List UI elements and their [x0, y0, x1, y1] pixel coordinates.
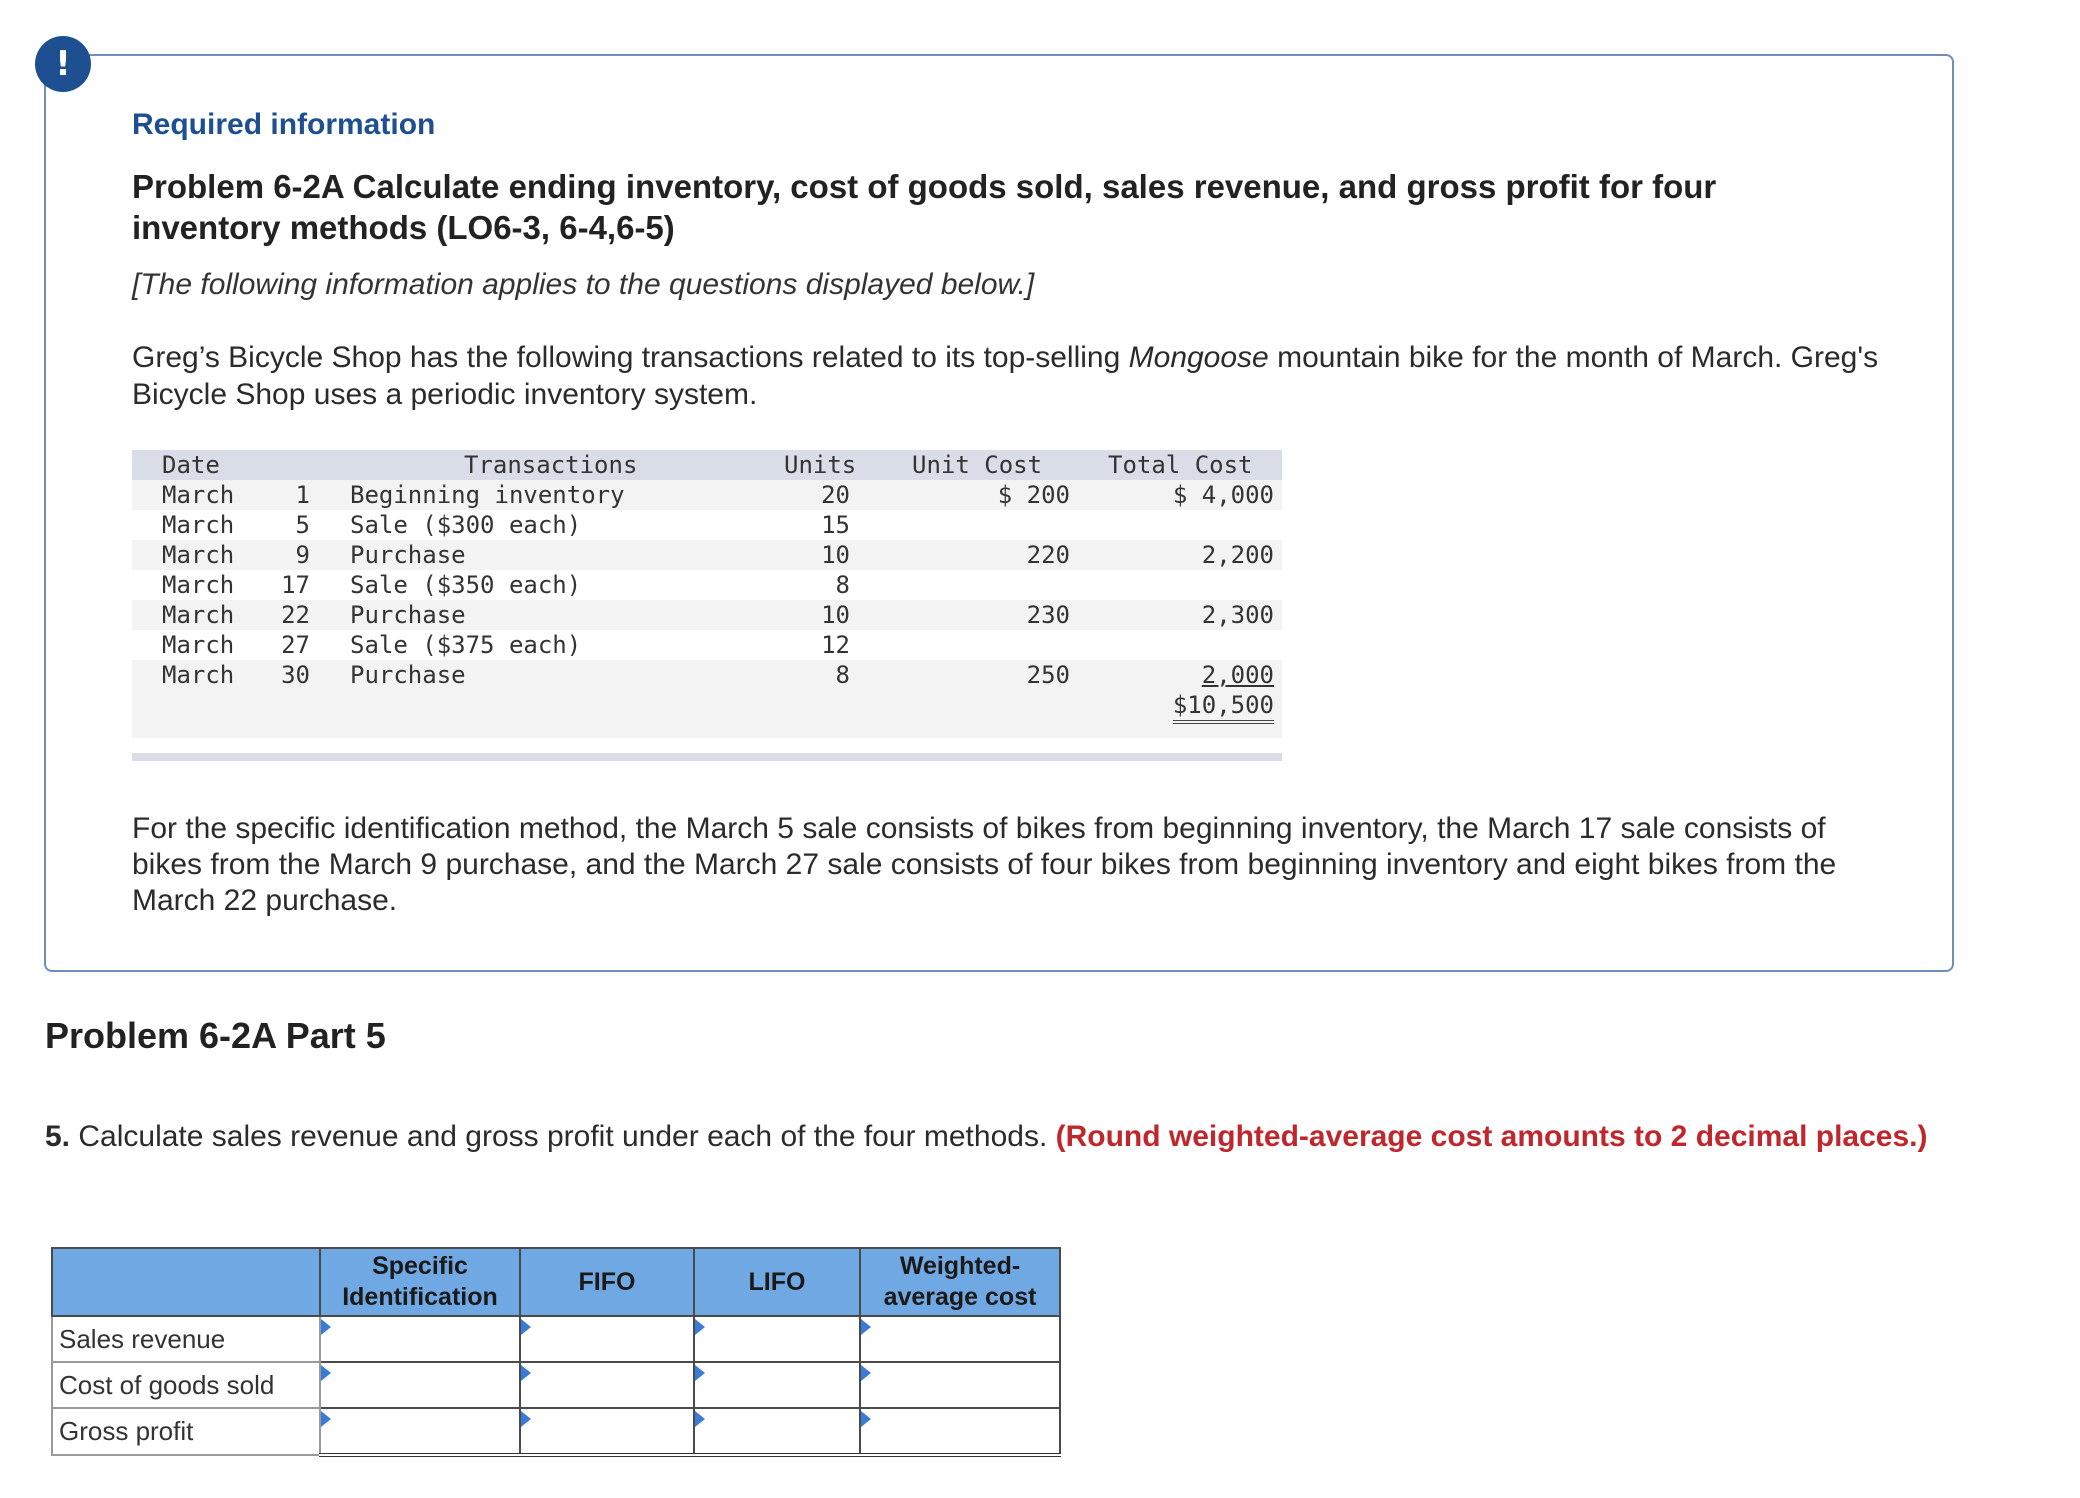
cogs-fifo-input[interactable]	[521, 1364, 693, 1406]
row-month: March	[162, 601, 235, 629]
answer-cell	[694, 1316, 860, 1362]
answer-cell	[694, 1408, 860, 1455]
row-label-sales-revenue: Sales revenue	[52, 1316, 320, 1362]
answer-cell	[520, 1362, 694, 1408]
row-description: Sale ($375 each)	[350, 631, 582, 659]
cogs-weighted-input[interactable]	[861, 1364, 1059, 1406]
required-info-heading: Required information	[132, 108, 436, 141]
gross-profit-specific-input[interactable]	[321, 1410, 519, 1452]
row-description: Purchase	[350, 541, 466, 569]
column-lifo: LIFO	[694, 1248, 860, 1316]
row-day: 30	[281, 661, 310, 689]
answer-cell	[320, 1408, 520, 1455]
row-units: 10	[821, 541, 850, 569]
question-text	[45, 1118, 1945, 1156]
row-day: 27	[281, 631, 310, 659]
specific-identification-note: For the specific identification method, the March 5 sale consists of bikes from beginning inventory, the March 17 sale consists of bikes from the March 9 purchase, and the March 27 sale consists of four bikes from beginning inventory and eight bikes from the March 22 purchase.	[132, 812, 1837, 917]
problem-title: Problem 6-2A Calculate ending inventory, cost of goods sold, sales revenue, and gross profit for four inventory methods (LO6-3, 6-4,6-5)	[132, 168, 1717, 246]
intro-text: Greg’s Bicycle Shop has the following transactions related to its top-selling	[132, 341, 1129, 374]
header-unit-cost: Unit Cost	[912, 451, 1043, 479]
answer-cell	[320, 1316, 520, 1362]
total-cost-wrap	[1082, 690, 1274, 720]
row-month: March	[162, 571, 235, 599]
question-number: 5.	[45, 1120, 71, 1153]
row-label-gross-profit: Gross profit	[52, 1408, 320, 1455]
row-description: Sale ($300 each)	[350, 511, 582, 539]
row-day: 17	[281, 571, 310, 599]
row-label-cost-of-goods-sold: Cost of goods sold	[52, 1362, 320, 1408]
row-units: 10	[821, 601, 850, 629]
gross-profit-weighted-input[interactable]	[861, 1410, 1059, 1452]
header-units: Units	[784, 451, 857, 479]
row-unit-cost: 220	[1026, 541, 1070, 569]
row-description: Sale ($350 each)	[350, 571, 582, 599]
column-fifo: FIFO	[520, 1248, 694, 1316]
row-day: 1	[295, 481, 310, 509]
alert-icon: !	[35, 36, 91, 92]
row-units: 8	[835, 661, 850, 689]
sales-revenue-fifo-input[interactable]	[521, 1318, 693, 1360]
intro-paragraph	[132, 339, 1882, 413]
row-total-cost: 2,200	[1201, 541, 1274, 569]
row-month: March	[162, 541, 235, 569]
header-total-cost: Total Cost	[1108, 451, 1253, 479]
gross-profit-fifo-input[interactable]	[521, 1410, 693, 1452]
intro-product-name: Mongoose	[1128, 341, 1269, 374]
row-unit-cost: 250	[1026, 661, 1070, 689]
gross-profit-lifo-input[interactable]	[695, 1410, 859, 1452]
row-total-cost: 2,000	[1201, 661, 1274, 689]
question-body: Calculate sales revenue and gross profit under each of the four methods.	[70, 1120, 1056, 1153]
table-row	[52, 1408, 1060, 1455]
column-weighted-average: Weighted-average cost	[860, 1248, 1060, 1316]
row-units: 20	[821, 481, 850, 509]
answer-cell	[520, 1316, 694, 1362]
table-row	[132, 660, 1282, 690]
row-description: Purchase	[350, 601, 466, 629]
header-date: Date	[162, 451, 220, 479]
table-row	[132, 630, 1282, 660]
sales-revenue-specific-input[interactable]	[321, 1318, 519, 1360]
transactions-header	[132, 450, 1282, 480]
answer-cell	[860, 1316, 1060, 1362]
row-total-cost: $ 4,000	[1172, 481, 1274, 509]
row-month: March	[162, 631, 235, 659]
table-row	[52, 1362, 1060, 1408]
table-row	[132, 600, 1282, 630]
table-row	[132, 510, 1282, 540]
row-total-cost: 2,300	[1201, 601, 1274, 629]
row-unit-cost: 230	[1026, 601, 1070, 629]
cogs-lifo-input[interactable]	[695, 1364, 859, 1406]
answer-cell	[520, 1408, 694, 1455]
row-day: 9	[295, 541, 310, 569]
answer-table	[51, 1247, 1061, 1457]
answer-cell	[694, 1362, 860, 1408]
answer-cell	[860, 1408, 1060, 1455]
answer-cell	[860, 1362, 1060, 1408]
sales-revenue-lifo-input[interactable]	[695, 1318, 859, 1360]
transactions-body	[132, 480, 1282, 690]
row-month: March	[162, 511, 235, 539]
table-divider	[132, 753, 1282, 761]
transactions-table	[132, 450, 1282, 738]
row-units: 8	[835, 571, 850, 599]
sales-revenue-weighted-input[interactable]	[861, 1318, 1059, 1360]
cogs-specific-input[interactable]	[321, 1364, 519, 1406]
rounding-instruction: (Round weighted-average cost amounts to 2 decimal places.)	[1055, 1120, 1928, 1153]
table-row	[132, 540, 1282, 570]
row-month: March	[162, 661, 235, 689]
row-units: 12	[821, 631, 850, 659]
row-description: Purchase	[350, 661, 466, 689]
row-unit-cost: $ 200	[997, 481, 1070, 509]
transactions-total-row	[132, 690, 1282, 738]
row-description: Beginning inventory	[350, 481, 625, 509]
column-specific-identification: Specific Identification	[320, 1248, 520, 1316]
answer-cell	[320, 1362, 520, 1408]
part-title: Problem 6-2A Part 5	[45, 1015, 386, 1056]
header-transactions: Transactions	[464, 451, 638, 479]
table-row	[132, 570, 1282, 600]
intro-text-end: mountain bike for the month of March. Greg's Bicycle Shop uses a periodic inventory system.	[132, 341, 1879, 411]
table-row	[52, 1316, 1060, 1362]
row-day: 5	[295, 511, 310, 539]
row-units: 15	[821, 511, 850, 539]
applies-note: [The following information applies to the questions displayed below.]	[132, 268, 1035, 301]
row-month: March	[162, 481, 235, 509]
row-day: 22	[281, 601, 310, 629]
header-blank	[52, 1248, 320, 1316]
table-row	[132, 480, 1282, 510]
grand-total: $10,500	[1173, 691, 1274, 724]
